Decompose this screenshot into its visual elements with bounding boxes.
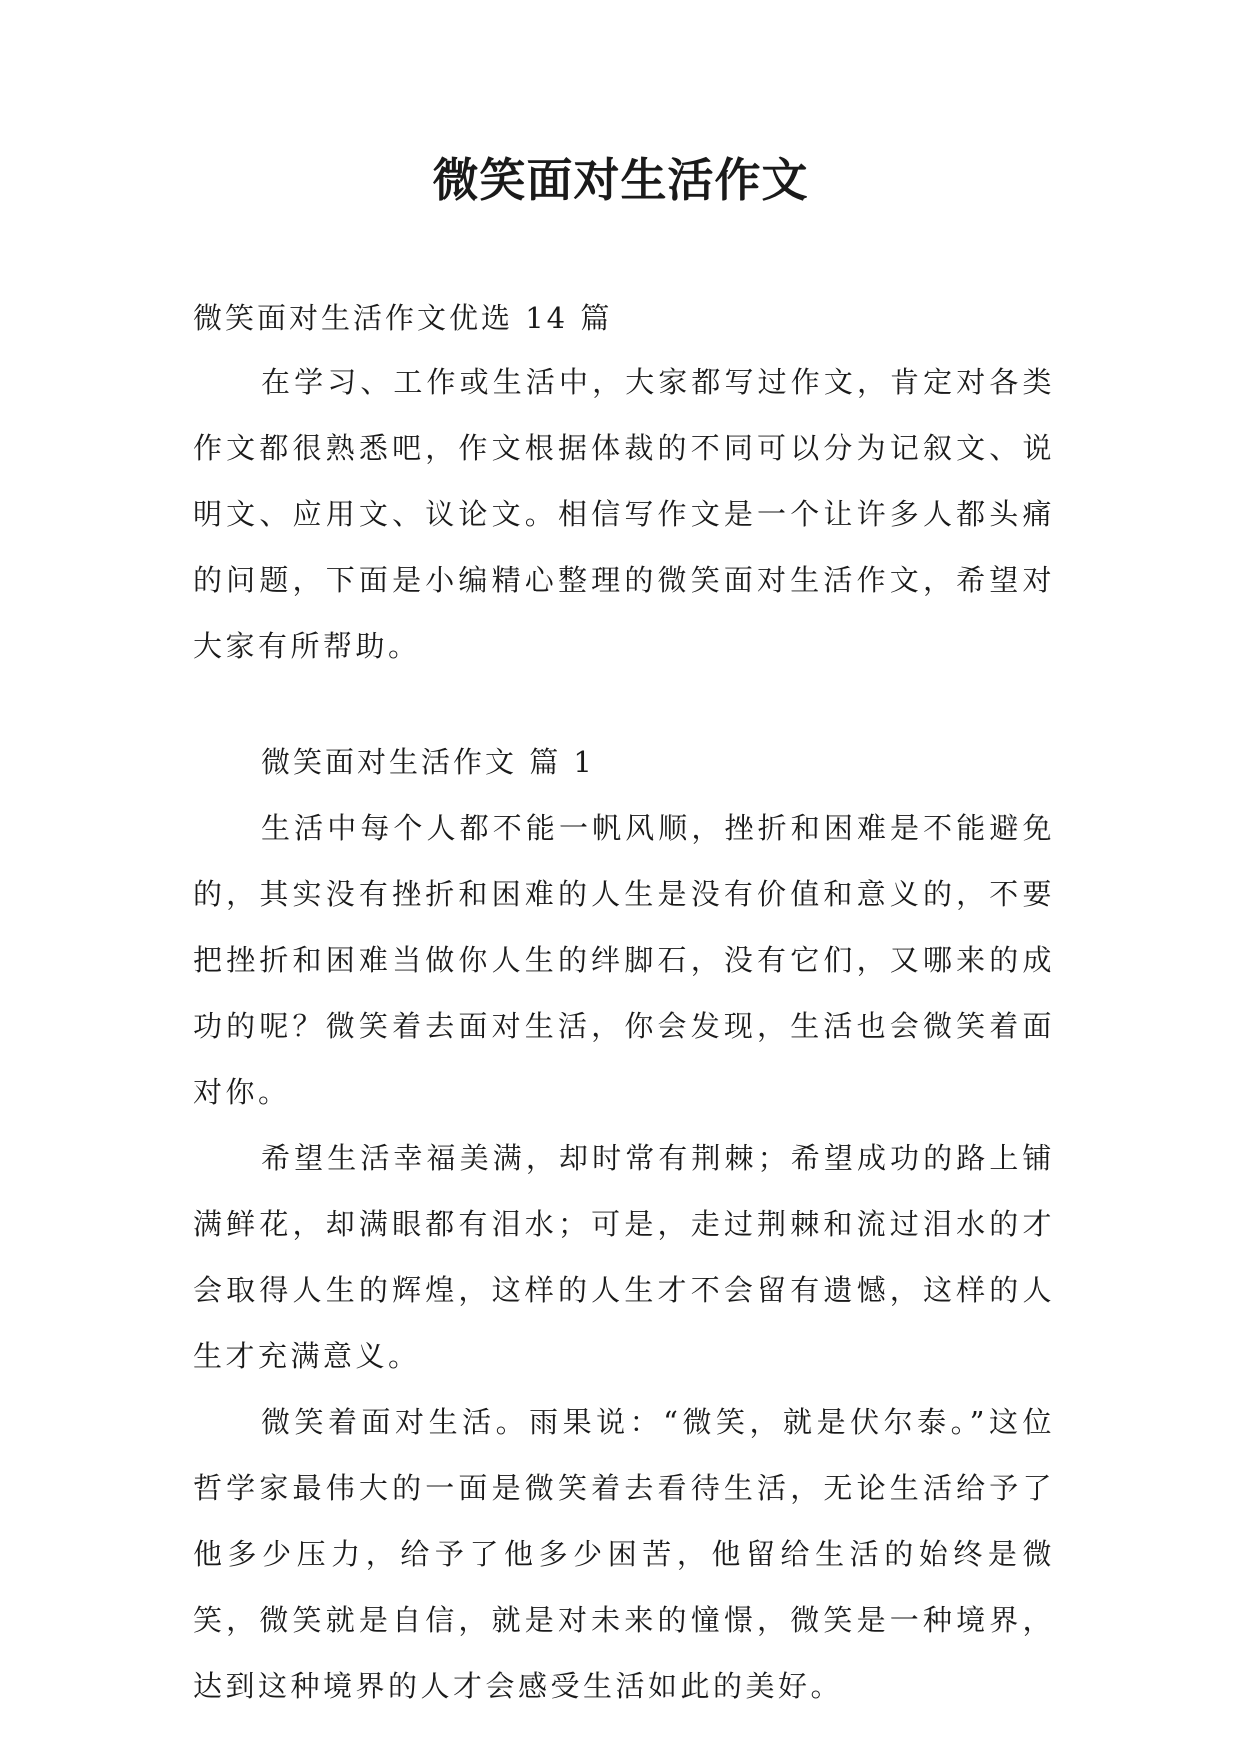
section-spacer	[193, 679, 1055, 731]
section-heading: 微笑面对生活作文 篇 1	[261, 745, 595, 779]
body-paragraph-2: 希望生活幸福美满，却时常有荆棘；希望成功的路上铺满鲜花，却满眼都有泪水；可是，走过荆棘和流过泪水的才会取得人生的辉煌，这样的人生才不会留有遗憾，这样的人生才充满意义。	[193, 1141, 1055, 1373]
intro-paragraph: 在学习、工作或生活中，大家都写过作文，肯定对各类作文都很熟悉吧，作文根据体裁的不同可以分为记叙文、说明文、应用文、议论文。相信写作文是一个让许多人都头痛的问题，下面是小编精心整理的微笑面对生活作文，希望对大家有所帮助。	[193, 365, 1055, 663]
document-body	[193, 287, 1055, 1719]
document-subtitle: 微笑面对生活作文优选 14 篇	[193, 301, 613, 335]
body-paragraph-1: 生活中每个人都不能一帆风顺，挫折和困难是不能避免的，其实没有挫折和困难的人生是没有价值和意义的，不要把挫折和困难当做你人生的绊脚石，没有它们，又哪来的成功的呢？微笑着去面对生活，你会发现，生活也会微笑着面对你。	[193, 811, 1055, 1109]
document-title: 微笑面对生活作文	[432, 153, 809, 207]
body-paragraph-3: 微笑着面对生活。雨果说：“微笑，就是伏尔泰。”这位哲学家最伟大的一面是微笑着去看待生活，无论生活给予了他多少压力，给予了他多少困苦，他留给生活的始终是微笑，微笑就是自信，就是对未来的憧憬，微笑是一种境界，达到这种境界的人才会感受生活如此的美好。	[193, 1405, 1055, 1703]
